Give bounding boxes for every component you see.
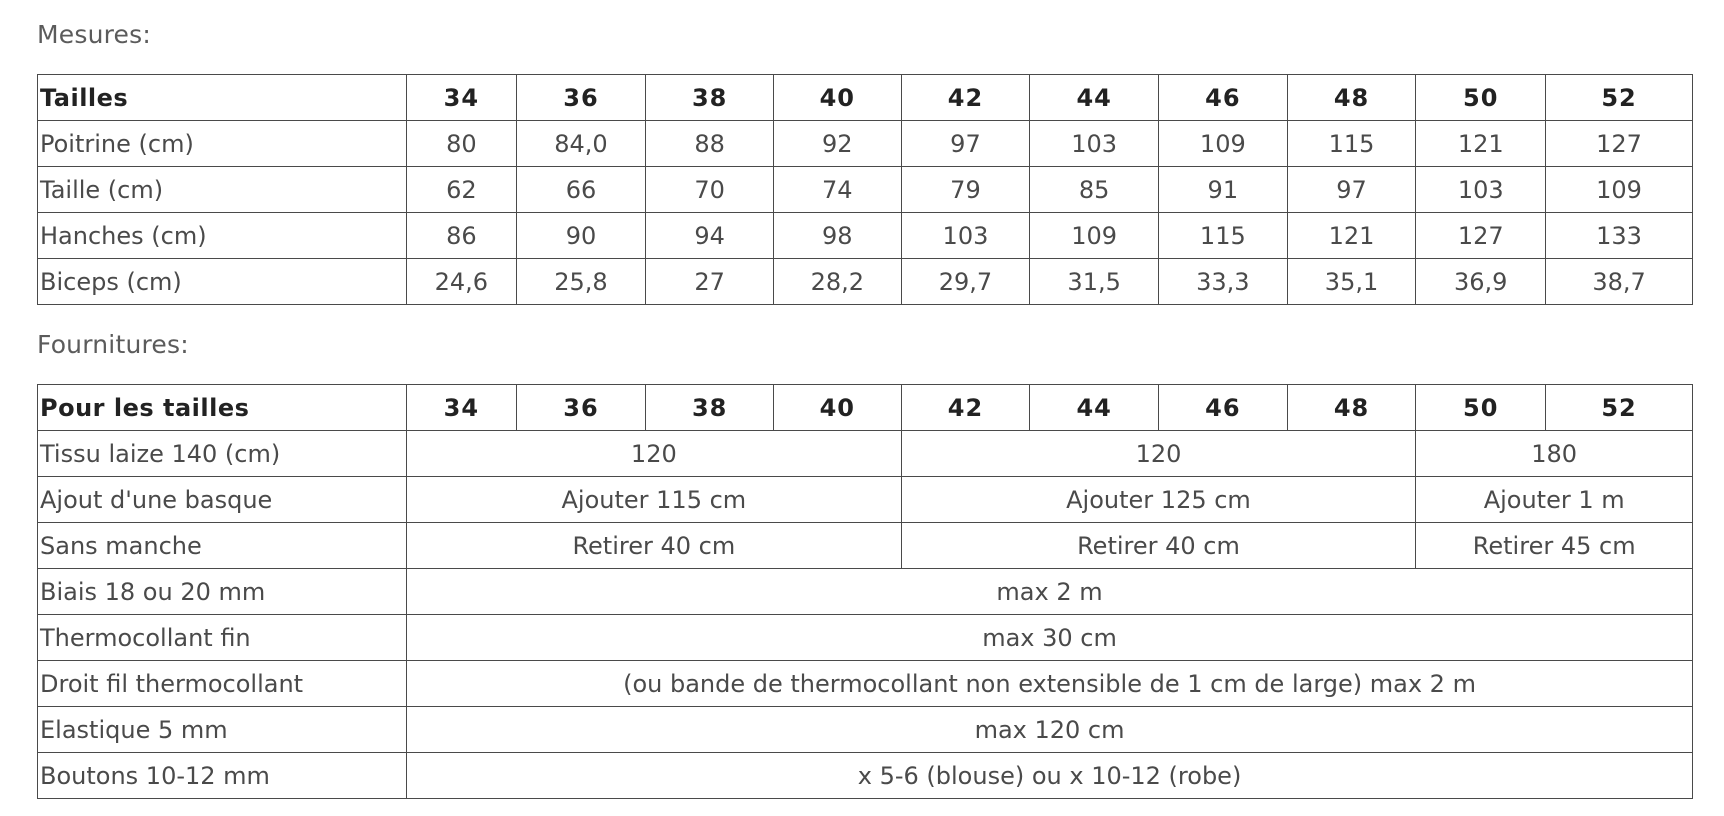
table-row bbox=[38, 707, 1693, 753]
cell: 115 bbox=[1158, 213, 1287, 259]
span-cell: x 5-6 (blouse) ou x 10-12 (robe) bbox=[407, 753, 1693, 799]
header-label: Tailles bbox=[38, 75, 407, 121]
cell: 28,2 bbox=[773, 259, 901, 305]
row-label: Taille (cm) bbox=[38, 167, 407, 213]
cell: 109 bbox=[1030, 213, 1159, 259]
cell: 127 bbox=[1416, 213, 1546, 259]
size-header: 34 bbox=[407, 75, 517, 121]
cell: 62 bbox=[407, 167, 517, 213]
cell: 66 bbox=[516, 167, 646, 213]
table-row bbox=[38, 615, 1693, 661]
cell: 88 bbox=[646, 121, 774, 167]
fournitures-table bbox=[37, 384, 1693, 799]
size-header: 38 bbox=[646, 75, 774, 121]
cell: 109 bbox=[1546, 167, 1693, 213]
size-header: 38 bbox=[646, 385, 774, 431]
group-cell: Retirer 40 cm bbox=[407, 523, 902, 569]
cell: 29,7 bbox=[901, 259, 1030, 305]
size-header: 52 bbox=[1546, 75, 1693, 121]
size-header: 34 bbox=[407, 385, 517, 431]
table-row bbox=[38, 477, 1693, 523]
table-row bbox=[38, 753, 1693, 799]
table-row bbox=[38, 167, 1693, 213]
row-label: Boutons 10-12 mm bbox=[38, 753, 407, 799]
row-label: Elastique 5 mm bbox=[38, 707, 407, 753]
size-header: 46 bbox=[1158, 75, 1287, 121]
cell: 74 bbox=[773, 167, 901, 213]
size-header: 42 bbox=[901, 385, 1030, 431]
cell: 115 bbox=[1287, 121, 1416, 167]
row-label: Ajout d'une basque bbox=[38, 477, 407, 523]
table-row bbox=[38, 259, 1693, 305]
table-row bbox=[38, 213, 1693, 259]
row-label: Droit fil thermocollant bbox=[38, 661, 407, 707]
table-row bbox=[38, 121, 1693, 167]
size-header: 48 bbox=[1287, 385, 1416, 431]
row-label: Tissu laize 140 (cm) bbox=[38, 431, 407, 477]
cell: 31,5 bbox=[1030, 259, 1159, 305]
size-header: 50 bbox=[1416, 75, 1546, 121]
size-header: 36 bbox=[516, 75, 646, 121]
cell: 121 bbox=[1416, 121, 1546, 167]
size-header: 52 bbox=[1546, 385, 1693, 431]
cell: 98 bbox=[773, 213, 901, 259]
size-header: 44 bbox=[1030, 385, 1159, 431]
group-cell: 180 bbox=[1416, 431, 1693, 477]
cell: 121 bbox=[1287, 213, 1416, 259]
span-cell: (ou bande de thermocollant non extensible de 1 cm de large) max 2 m bbox=[407, 661, 1693, 707]
group-cell: Ajouter 1 m bbox=[1416, 477, 1693, 523]
cell: 94 bbox=[646, 213, 774, 259]
row-label: Biceps (cm) bbox=[38, 259, 407, 305]
cell: 84,0 bbox=[516, 121, 646, 167]
cell: 25,8 bbox=[516, 259, 646, 305]
cell: 70 bbox=[646, 167, 774, 213]
cell: 27 bbox=[646, 259, 774, 305]
cell: 103 bbox=[1030, 121, 1159, 167]
size-header: 40 bbox=[773, 75, 901, 121]
header-label: Pour les tailles bbox=[38, 385, 407, 431]
cell: 35,1 bbox=[1287, 259, 1416, 305]
group-cell: Ajouter 125 cm bbox=[901, 477, 1416, 523]
row-label: Biais 18 ou 20 mm bbox=[38, 569, 407, 615]
group-cell: Retirer 45 cm bbox=[1416, 523, 1693, 569]
size-header: 48 bbox=[1287, 75, 1416, 121]
cell: 97 bbox=[901, 121, 1030, 167]
size-header: 46 bbox=[1158, 385, 1287, 431]
table-row bbox=[38, 661, 1693, 707]
cell: 103 bbox=[1416, 167, 1546, 213]
group-cell: Retirer 40 cm bbox=[901, 523, 1416, 569]
table-row bbox=[38, 523, 1693, 569]
mesures-table bbox=[37, 74, 1693, 305]
cell: 92 bbox=[773, 121, 901, 167]
cell: 127 bbox=[1546, 121, 1693, 167]
mesures-title: Mesures: bbox=[37, 20, 151, 49]
cell: 133 bbox=[1546, 213, 1693, 259]
table-row bbox=[38, 431, 1693, 477]
mesures-header-row bbox=[38, 75, 1693, 121]
cell: 79 bbox=[901, 167, 1030, 213]
fournitures-header-row bbox=[38, 385, 1693, 431]
row-label: Poitrine (cm) bbox=[38, 121, 407, 167]
group-cell: 120 bbox=[407, 431, 902, 477]
row-label: Thermocollant fin bbox=[38, 615, 407, 661]
size-header: 40 bbox=[773, 385, 901, 431]
cell: 80 bbox=[407, 121, 517, 167]
group-cell: 120 bbox=[901, 431, 1416, 477]
fournitures-title: Fournitures: bbox=[37, 330, 189, 359]
size-header: 42 bbox=[901, 75, 1030, 121]
cell: 38,7 bbox=[1546, 259, 1693, 305]
cell: 86 bbox=[407, 213, 517, 259]
cell: 91 bbox=[1158, 167, 1287, 213]
row-label: Sans manche bbox=[38, 523, 407, 569]
size-header: 50 bbox=[1416, 385, 1546, 431]
table-row bbox=[38, 569, 1693, 615]
cell: 33,3 bbox=[1158, 259, 1287, 305]
group-cell: Ajouter 115 cm bbox=[407, 477, 902, 523]
cell: 90 bbox=[516, 213, 646, 259]
cell: 36,9 bbox=[1416, 259, 1546, 305]
row-label: Hanches (cm) bbox=[38, 213, 407, 259]
cell: 103 bbox=[901, 213, 1030, 259]
size-header: 36 bbox=[516, 385, 646, 431]
cell: 24,6 bbox=[407, 259, 517, 305]
cell: 97 bbox=[1287, 167, 1416, 213]
cell: 85 bbox=[1030, 167, 1159, 213]
span-cell: max 120 cm bbox=[407, 707, 1693, 753]
size-header: 44 bbox=[1030, 75, 1159, 121]
span-cell: max 30 cm bbox=[407, 615, 1693, 661]
span-cell: max 2 m bbox=[407, 569, 1693, 615]
cell: 109 bbox=[1158, 121, 1287, 167]
